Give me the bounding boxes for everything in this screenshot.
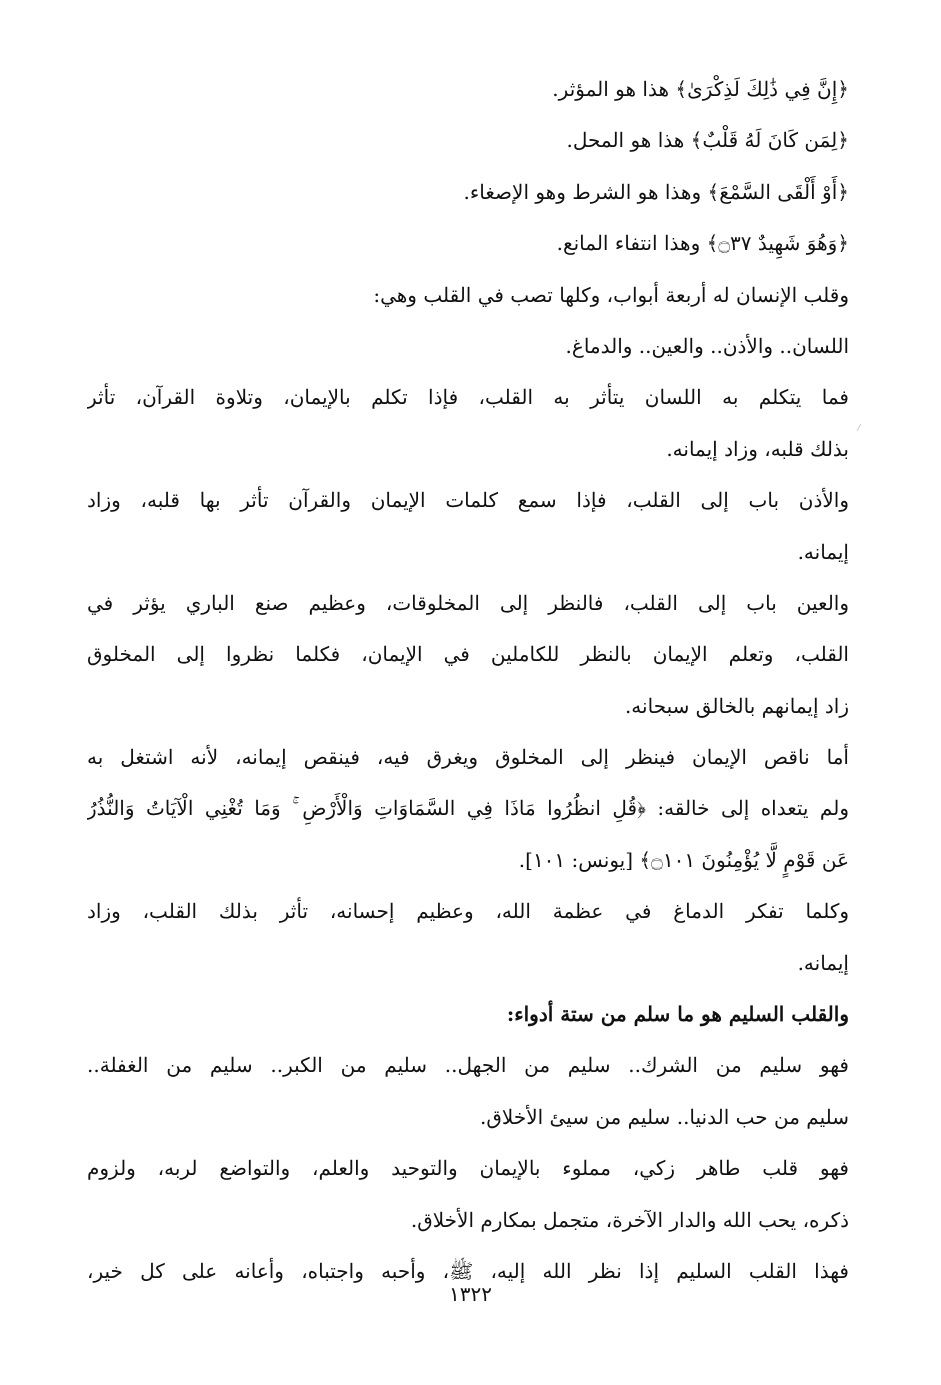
quran-verse-line: ولم يتعداه إلى خالقه: ﴿قُلِ انظُرُوا مَاذَا فِي السَّمَاوَاتِ وَالْأَرْضِ ۚ وَمَا تُغْنِي الْآيَاتُ وَالنُّذُرُ	[87, 796, 849, 821]
page-body	[87, 64, 849, 1297]
text-line: والأذن باب إلى القلب، فإذا سمع كلمات الإيمان والقرآن تأثر بها قلبه، وزاد	[87, 488, 849, 513]
section-heading: والقلب السليم هو ما سلم من ستة أدواء:	[506, 1002, 849, 1027]
text-line: إيمانه.	[797, 539, 849, 564]
text-line: أما ناقص الإيمان فينظر إلى المخلوق ويغرق فيه، فينقص إيمانه، لأنه اشتغل به	[87, 745, 849, 770]
text-line: فهو سليم من الشرك.. سليم من الجهل.. سليم من الكبر.. سليم من الغفلة..	[87, 1053, 849, 1078]
text-line: وكلما تفكر الدماغ في عظمة الله، وعظيم إحسانه، تأثر بذلك القلب، وزاد	[87, 899, 849, 924]
text-line: ﴿أَوْ أَلْقَى السَّمْعَ﴾ وهذا هو الشرط وهو الإصغاء.	[463, 179, 849, 204]
text-line: والعين باب إلى القلب، فالنظر إلى المخلوقات، وعظيم صنع الباري يؤثر في	[87, 590, 849, 615]
text-line: زاد إيمانهم بالخالق سبحانه.	[624, 693, 849, 718]
text-line: ﴿وَهُوَ شَهِيدٌ ۝٣٧﴾ وهذا انتفاء المانع.	[556, 231, 849, 256]
text-line: فهذا القلب السليم إذا نظر الله إليه، ﷺ، وأحبه واجتباه، وأعانه على كل خير،	[87, 1258, 849, 1283]
text-line: بذلك قلبه، وزاد إيمانه.	[666, 436, 849, 461]
text-line: فهو قلب طاهر زكي، مملوء بالإيمان والتوحيد والعلم، والتواضع لربه، ولزوم	[87, 1156, 849, 1181]
page-number: ١٣٢٢	[449, 1282, 492, 1306]
text-line: ﴿إِنَّ فِي ذَٰلِكَ لَذِكْرَىٰ﴾ هذا هو المؤثر.	[552, 77, 849, 101]
text-line: وقلب الإنسان له أربعة أبواب، وكلها تصب في القلب وهي:	[373, 282, 849, 307]
quran-verse-line: عَن قَوْمٍ لَّا يُؤْمِنُونَ ۝١٠١﴾ [يونس: ١٠١].	[518, 847, 849, 872]
text-line: فما يتكلم به اللسان يتأثر به القلب، فإذا تكلم بالإيمان، وتلاوة القرآن، تأثر	[87, 385, 849, 410]
text-line: سليم من حب الدنيا.. سليم من سيئ الأخلاق.	[480, 1104, 849, 1129]
scan-mark	[856, 424, 866, 434]
text-line: ﴿لِمَن كَانَ لَهُ قَلْبٌ﴾ هذا هو المحل.	[566, 128, 849, 153]
text-line: اللسان.. والأذن.. والعين.. والدماغ.	[565, 333, 849, 358]
text-line: القلب، وتعلم الإيمان بالنظر للكاملين في الإيمان، فكلما نظروا إلى المخلوق	[87, 642, 849, 667]
text-line: ذكره، يحب الله والدار الآخرة، متجمل بمكارم الأخلاق.	[410, 1207, 849, 1232]
text-line: إيمانه.	[797, 950, 849, 975]
